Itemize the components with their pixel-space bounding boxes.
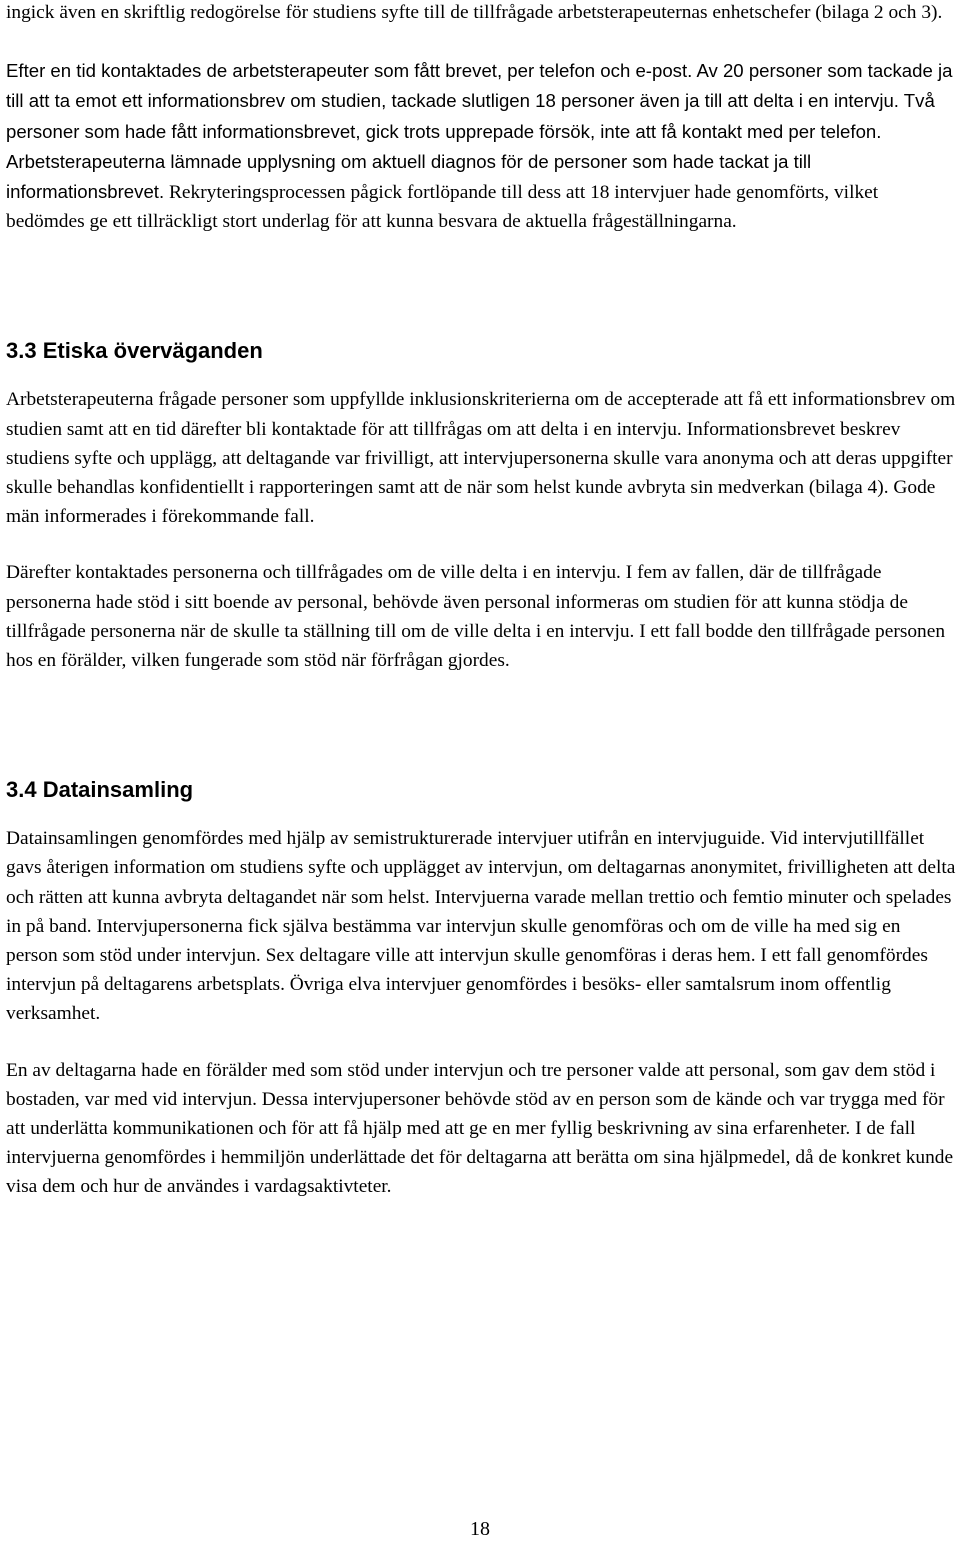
document-page [6,0,956,1202]
intro-paragraph-2 [6,56,956,236]
intro-paragraph-1: ingick även en skriftlig redogörelse för studiens syfte till de tillfrågade arbetsterapeuternas enhetschefer (bilaga 2 och 3). [6,2,943,23]
section-heading-3-4: 3.4 Datainsamling [6,777,194,803]
intro-paragraph-2-sans-part: Efter en tid kontaktades de arbetsterapeuter som fått brevet, per telefon och e-post. Av 20 personer som tackade ja till att ta emot ett informationsbrev om studien, tackade slutligen 18 personer även ja till att delta i en intervju. Två personer som hade fått informationsbrevet, gick trots upprepade försök, inte att få kontakt med per telefon. Arbetsterapeuterna lämnade upplysning om aktuell diagnos för de personer som hade tackat ja till informationsbrevet. [6,60,953,203]
intro-paragraph-2-serif-part: Rekryteringsprocessen pågick fortlöpande till dess att 18 intervjuer hade genomförts, vilket bedömdes ge ett tillräckligt stort underlag för att kunna besvara de aktuella frågeställningarna. [6,182,879,233]
section-3-3-paragraph-2: Därefter kontaktades personerna och tillfrågades om de ville delta i en intervju. I fem av fallen, där de tillfrågade personerna hade stöd i sitt boende av personal, behövde även personal informeras om studien för att kunna stödja de tillfrågade personerna när de skulle ta ställning till om de ville delta i en intervju. I ett fall bodde den tillfrågade personen hos en förälder, vilken fungerade som stöd när förfrågan gjordes. [6,562,946,672]
section-heading-3-3: 3.3 Etiska överväganden [6,338,263,364]
section-3-4-paragraph-1: Datainsamlingen genomfördes med hjälp av semistrukturerade intervjuer utifrån en intervjuguide. Vid intervjutillfället gavs återigen information om studiens syfte och upplägget av intervjun, om deltagarnas anonymitet, frivilligheten att delta och rätten att kunna avbryta deltagandet när som helst. Intervjuerna varade mellan trettio och femtio minuter och spelades in på band. Intervjupersonerna fick själva bestämma var intervjun skulle genomföras och om de ville ha med sig en person som stöd under intervjun. Sex deltagare ville att intervjun skulle genomföras i deras hem. I ett fall genomfördes intervjun på deltagarens arbetsplats. Övriga elva intervjuer genomfördes i besöks- eller samtalsrum inom offentlig verksamhet. [6,828,956,1025]
page-number: 18 [470,1518,490,1540]
section-3-4-paragraph-2: En av deltagarna hade en förälder med som stöd under intervjun och tre personer valde att personal, som gav dem stöd i bostaden, var med vid intervjun. Dessa intervjupersoner behövde stöd av en person som de kände och var trygga med för att underlätta kommunikationen och för att få hjälp med att ge en mer fyllig beskrivning av sina erfarenheter. I de fall intervjuerna genomfördes i hemmiljön underlättade det för deltagarna att berätta om sina hjälpmedel, då de konkret kunde visa dem och hur de användes i vardagsaktivteter. [6,1059,954,1198]
section-3-3-paragraph-1: Arbetsterapeuterna frågade personer som uppfyllde inklusionskriterierna om de accepterade att få ett informationsbrev om studien samt att en tid därefter bli kontaktade för att tillfrågas om att delta i en intervju. Informationsbrevet beskrev studiens syfte och upplägg, att deltagande var frivilligt, att intervjupersonerna skulle vara anonyma och att deras uppgifter skulle behandlas konfidentiellt i rapporteringen samt att de när som helst kunde avbryta sin medverkan (bilaga 4). Gode män informerades i förekommande fall. [6,389,956,528]
